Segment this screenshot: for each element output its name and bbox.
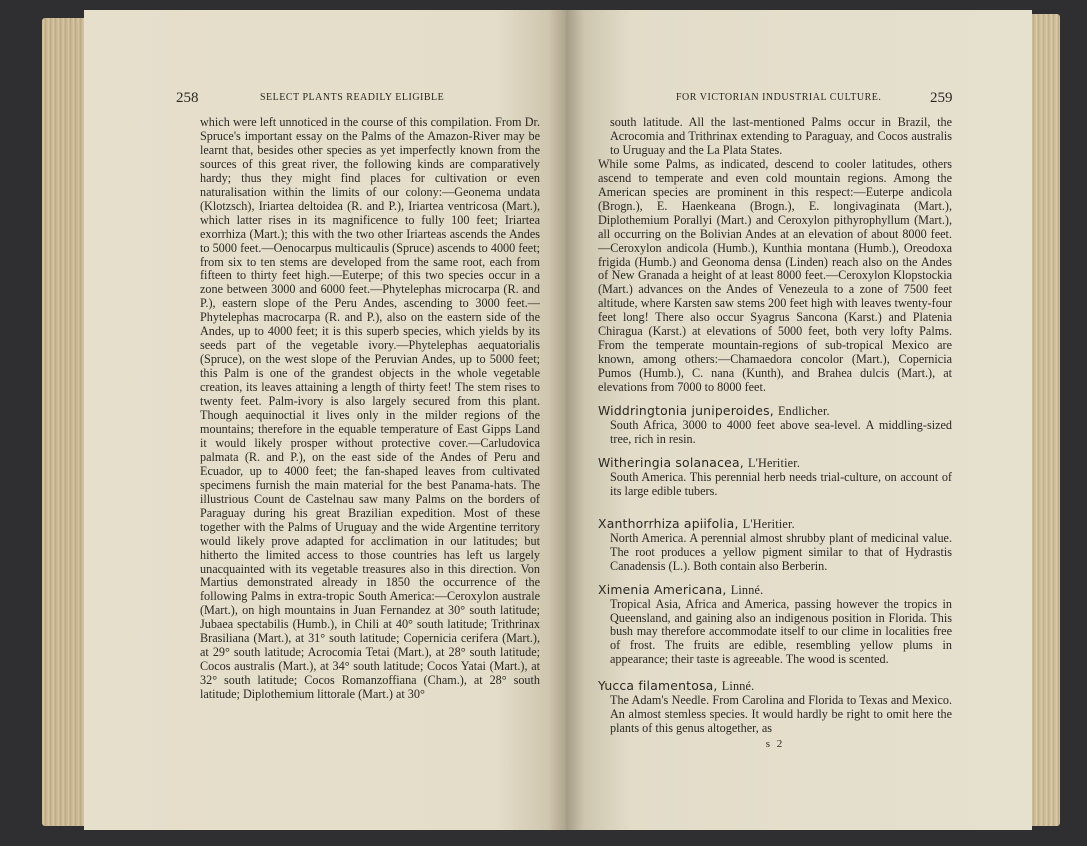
entry-text: South America. This perennial herb needs trial-culture, on account of its large edible tubers.	[610, 469, 952, 498]
entry-heading	[598, 583, 952, 598]
left-body	[200, 116, 540, 702]
running-head: SELECT PLANTS READILY ELIGIBLE	[260, 92, 445, 103]
right-page	[566, 10, 1032, 830]
entry-text: North America. A perennial almost shrubby plant of medicinal value. The root produces a yellow pigment similar to that of Hydrastis Canadensis (L.). Both contain also Berberin.	[610, 530, 952, 573]
plant-author: Linné.	[730, 582, 764, 597]
plant-author: L'Heritier.	[748, 455, 801, 470]
plant-name: Yucca filamentosa,	[598, 678, 718, 694]
entry-heading	[598, 404, 952, 419]
running-head: FOR VICTORIAN INDUSTRIAL CULTURE.	[676, 92, 882, 103]
plant-entry	[598, 583, 952, 668]
plant-name: Xanthorrhiza apiifolia,	[598, 515, 739, 531]
plant-author: L'Heritier.	[742, 516, 795, 531]
page-edges-left	[42, 18, 86, 826]
left-page	[84, 10, 568, 830]
page-edges-right	[1030, 14, 1060, 826]
plant-entry	[598, 517, 952, 574]
plant-name: Widdringtonia juniperoides,	[598, 403, 774, 419]
body-paragraph: which were left unnoticed in the course of this compilation. From Dr. Spruce's important essay on the Palms of the Amazon-River may be learnt that, besides other species as yet imperfectly known from the sources of this great river, the following kinds are comparatively hardy; thus they might find places for cultivation or even naturalisation within the limits of our colony:—Geonema undata (Klotzsch), Iriartea deltoidea (R. and P.), Iriartea ventricosa (Mart.), which latter rises in its magnificence to fully 100 feet; Iriartea exorrhiza (Mart.); this with the two other Iriarteas ascends the Andes to 5000 feet.—Oenocarpus multicaulis (Spruce) ascends to 4000 feet; from six to ten stems are developed from the same root, each from fifteen to thirty feet high.—Euterpe; of this two species occur in a zone between 3000 and 6000 feet.—Phytelephas microcarpa (R. and P.), eastern slope of the Peru Andes, ascending to 3000 feet.—Phytelephas macrocarpa (R. and P.), also on the eastern side of the Andes, up to 4000 feet; it is this superb species, which yields by its seeds part of the vegetable ivory.—Phytelephas aequatorialis (Spruce), on the west slope of the Peruvian Andes, up to 5000 feet; this Palm is one of the grandest objects in the whole vegetable creation, its leaves attaining a length of thirty feet! The stem rises to twenty feet. Palm-ivory is also largely secured from this plant. Though aequinoctial it lives only in the milder regions of the mountains; therefore in the equable temperature of East Gipps Land it would likely prosper without protective cover.—Carludovica palmata (R. and P.), on the east side of the Andes of Peru and Ecuador, up to 4000 feet; the fan-shaped leaves from cultivated specimens furnish the main material for the best Panama-hats. The illustrious Count de Castelnau saw many Palms on the borders of Paraguay during his great Brazilian expedition. Most of these together with the Palms of Uruguay and the wide Argentine territory would likely prove adapted for acclimation in our latitudes; but hitherto the limited access to those countries has left us largely unacquainted with its vegetable treasures also in this direction. Von Martius demonstrated already in 1850 the occurrence of the following Palms in extra-tropic South America:—Ceroxylon australe (Mart.), on high mountains in Juan Fernandez at 30° south latitude; Jubaea spectabilis (Humb.), in Chili at 40° south latitude; Trithrinax Brasiliana (Mart.), at 31° south latitude; Copernicia cerifera (Mart.), at 29° south latitude; Acrocomia Tetai (Mart.), at 28° south latitude; Cocos australis (Mart.), at 34° south latitude; Cocos Yatai (Mart.), at 32° south latitude; Cocos Romanzoffiana (Cham.), at 28° south latitude; Diplothemium littorale (Mart.) at 30°	[200, 115, 540, 702]
entry-heading	[598, 456, 952, 471]
page-number: 258	[176, 90, 199, 106]
plant-author: Linné.	[721, 679, 755, 694]
entry-text: South Africa, 3000 to 4000 feet above sea-level. A middling-sized tree, rich in resin.	[610, 418, 952, 446]
plant-entry	[598, 679, 952, 736]
plant-author: Endlicher.	[778, 404, 830, 419]
page-number: 259	[930, 90, 953, 106]
right-body	[598, 116, 952, 752]
signature-mark: s 2	[765, 738, 785, 751]
body-paragraph: While some Palms, as indicated, descend to cooler latitudes, others ascend to temperate and even cold mountain regions. Among the American species are prominent in this respect:—Euterpe andicola (Brogn.), E. Haenkeana (Brogn.), E. longivaginata (Mart.), Diplothemium Porallyi (Mart.) and Ceroxylon pithyrophyllum (Mart.), all occurring on the Bolivian Andes at an elevation of about 8000 feet.—Ceroxylon andicola (Humb.), Kunthia montana (Humb.), Oreodoxa frigida (Humb.) and Geonoma densa (Linden) reach also on the Andes of New Granada a height of at least 8000 feet.—Ceroxylon Klopstockia (Mart.) advances on the Andes of Venezeula to a zone of 7500 feet altitude, where Karsten saw stems 200 feet high with leaves twenty-four feet long! There also occur Syagrus Sancona (Karst.) and Platenia Chiragua (Karst.) at elevations of 5000 feet, both very lofty Palms. From the temperate mountain-regions of sub-tropical Mexico are known, among others:—Chamaedora concolor (Mart.), Copernicia Pumos (Humb.), C. nana (Kunth), and Brahea dulcis (Mart.), at elevations from 7000 to 8000 feet.	[598, 156, 952, 395]
entry-text: The Adam's Needle. From Carolina and Florida to Texas and Mexico. An almost stemless species. It would hardly be right to omit here the plants of this genus altogether, as	[610, 693, 952, 736]
entry-heading	[598, 517, 952, 532]
plant-name: Ximenia Americana,	[598, 581, 727, 597]
body-paragraph: south latitude. All the last-mentioned Palms occur in Brazil, the Acrocomia and Trithrinax extending to Paraguay, and Cocos australis to Uruguay and the La Plata States.	[610, 115, 952, 157]
entry-text: Tropical Asia, Africa and America, passing however the tropics in Queensland, and gaining also an indigenous position in Florida. This bush may therefore accommodate itself to our clime in localities free of frost. The fruits are edible, resembling yellow plums in appearance; their taste is agreeable. The wood is scented.	[610, 596, 952, 667]
plant-name: Witheringia solanacea,	[598, 454, 744, 470]
entry-heading	[598, 679, 952, 694]
plant-entry	[598, 404, 952, 447]
plant-entry	[598, 456, 952, 499]
